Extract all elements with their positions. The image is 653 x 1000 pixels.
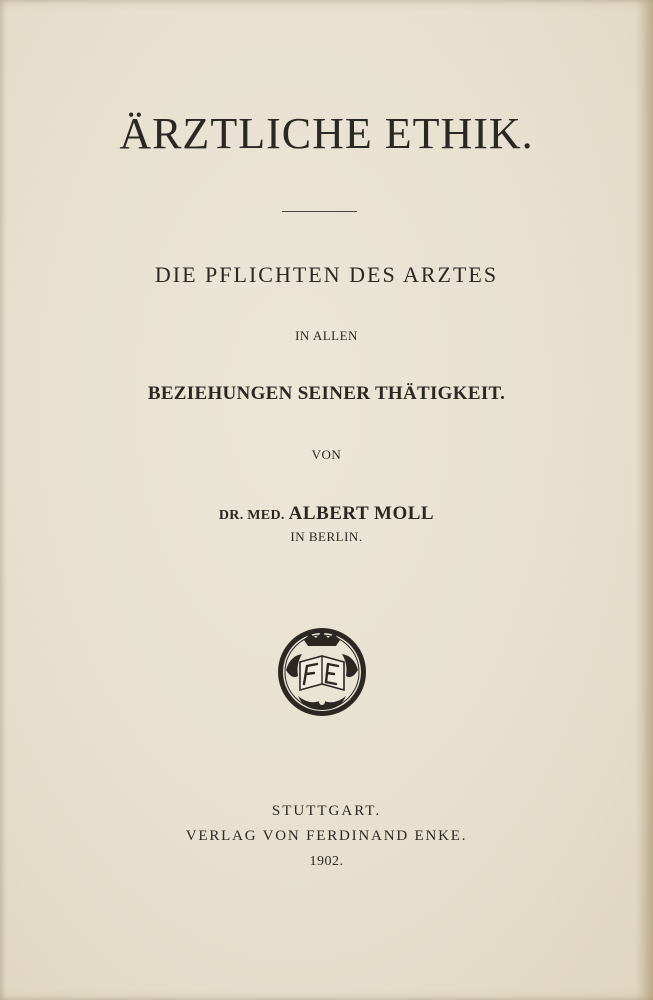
title-divider (282, 211, 357, 212)
subtitle-connector: IN ALLEN (295, 328, 358, 343)
book-subtitle-continued: BEZIEHUNGEN SEINER THÄTIGKEIT. (147, 383, 506, 404)
author-prefix: DR. MED. (218, 508, 285, 523)
by-line: VON (311, 447, 342, 462)
publication-city: STUTTGART. (271, 803, 382, 819)
author-name: ALBERT MOLL (288, 503, 435, 524)
author-location: IN BERLIN. (290, 529, 363, 544)
book-title: ÄRZTLICHE ETHIK. (119, 109, 534, 158)
book-subtitle: DIE PFLICHTEN DES ARZTES (154, 262, 499, 287)
author-line (0, 503, 653, 525)
publisher-name: VERLAG VON FERDINAND ENKE. (185, 828, 468, 844)
publication-year: 1902. (309, 854, 344, 869)
publisher-emblem-icon (276, 626, 368, 718)
